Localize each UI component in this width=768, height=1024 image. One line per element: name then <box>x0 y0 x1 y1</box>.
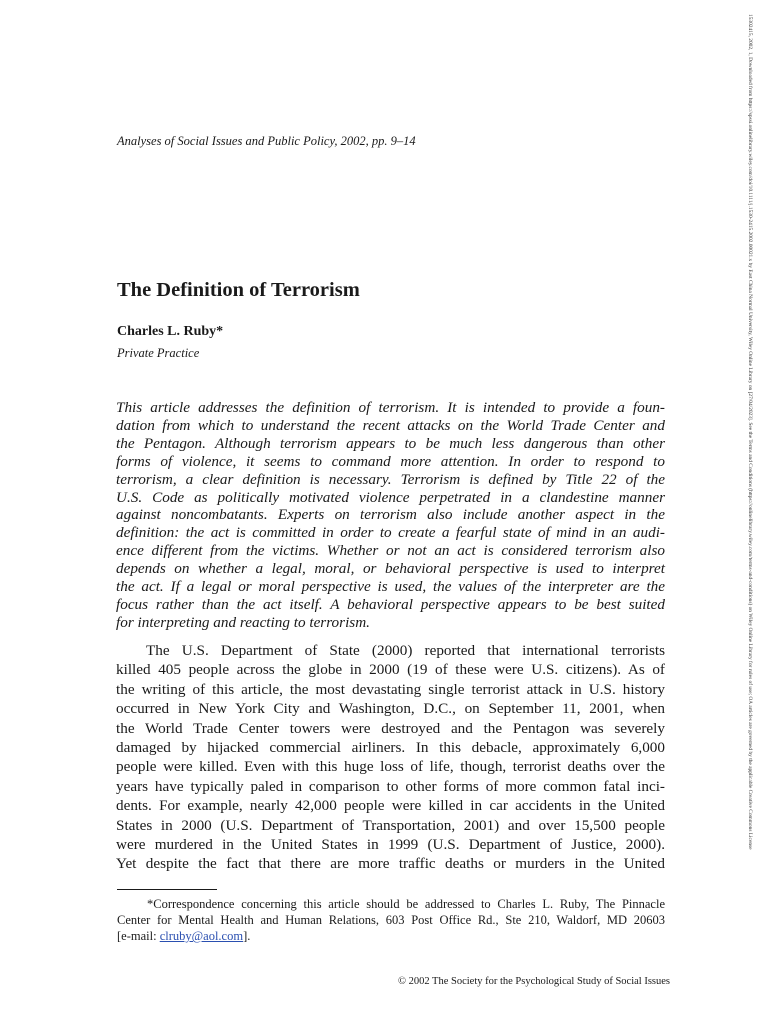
copyright-notice: © 2002 The Society for the Psychological Study of Social Issues <box>398 976 671 987</box>
abstract-line: the act. If a legal or moral perspective is used, the values of the interpreter are the <box>116 578 665 596</box>
abstract-line: dation from which to understand the recent attacks on the World Trade Center and <box>116 416 665 434</box>
author-affiliation: Private Practice <box>117 346 200 360</box>
email-suffix: ]. <box>243 929 251 943</box>
abstract-line: the Pentagon. Although terrorism appears to be much less dangerous than other <box>116 434 665 452</box>
abstract-line: ence different from the victims. Whether or not an act is considered terrorism also <box>116 542 665 560</box>
footnote <box>117 896 665 944</box>
body-line: the World Trade Center towers were destroyed and the Pentagon was severely <box>116 719 665 737</box>
body-line: dents. For example, nearly 42,000 people were killed in car accidents in the United <box>116 797 665 815</box>
abstract-line: for interpreting and reacting to terrorism. <box>116 613 370 631</box>
footnote-line: Center for Mental Health and Human Relations, 603 Post Office Rd., Ste 210, Waldorf, MD 20603 <box>117 913 665 927</box>
abstract-line: focus rather than the act itself. A behavioral perspective appears to be best suited <box>116 595 665 613</box>
body-line: damaged by hijacked commercial airliners. In this debacle, approximately 6,000 <box>116 739 665 757</box>
abstract-line: against noncombatants. Experts on terrorism also include another aspect in the <box>116 506 665 524</box>
download-watermark: 15302415, 2002, 1, Downloaded from https://spssi.onlinelibrary.wiley.com/doi/10.1111/j.1530-2415.2002.00021.x by East China Normal University, Wiley Online Library on [27/04/2023]. See the Terms and Conditions (https://onlinelibrary.wiley.com/terms-and-conditions) on Wiley Online Library for rules of use; OA articles are governed by the applicable Creative Commons License <box>747 14 753 850</box>
abstract <box>116 399 665 632</box>
abstract-line: terrorism, a clear definition is necessary. Terrorism is defined by Title 22 of the <box>116 470 665 488</box>
body-line: killed 405 people across the globe in 2000 (19 of these were U.S. citizens). As of <box>116 661 665 679</box>
email-prefix: [e-mail: <box>117 929 160 943</box>
body-line: States in 2000 (U.S. Department of Transportation, 2001) and over 15,500 people <box>116 816 665 834</box>
body-line: were murdered in the United States in 1999 (U.S. Department of Justice, 2000). <box>116 836 665 854</box>
journal-citation: Analyses of Social Issues and Public Policy, 2002, pp. 9–14 <box>117 134 416 148</box>
abstract-line: U.S. Code as politically motivated violence perpetrated in a clandestine manner <box>116 488 665 506</box>
body-line: occurred in New York City and Washington, D.C., on September 11, 2001, when <box>116 700 665 718</box>
footnote-line <box>117 928 665 944</box>
footnote-divider <box>117 889 217 890</box>
body-line: the writing of this article, the most devastating single terrorist attack in U.S. history <box>116 680 665 698</box>
body-line: years have typically paled in comparison to other forms of more common fatal inci- <box>116 777 665 795</box>
article-title: The Definition of Terrorism <box>117 279 360 301</box>
author-name: Charles L. Ruby* <box>117 324 224 339</box>
body-line: people were killed. Even with this huge loss of life, though, terrorist deaths over the <box>116 758 665 776</box>
abstract-line: depends on whether a legal, moral, or behavioral perspective is used to interpret <box>116 560 665 578</box>
body-line: The U.S. Department of State (2000) reported that international terrorists <box>146 642 665 659</box>
abstract-line: definition: the act is committed in order to create a fearful state of mind in an audi- <box>116 524 665 542</box>
body-line: Yet despite the fact that there are more traffic deaths or murders in the United <box>116 855 665 873</box>
footnote-line: *Correspondence concerning this article should be addressed to Charles L. Ruby, The Pinnacle <box>147 897 665 911</box>
abstract-line: forms of violence, it seems to command more attention. In order to respond to <box>116 452 665 470</box>
body-text <box>116 641 665 874</box>
abstract-line: This article addresses the definition of terrorism. It is intended to provide a foun- <box>116 399 665 416</box>
email-link[interactable]: clruby@aol.com <box>159 929 244 943</box>
